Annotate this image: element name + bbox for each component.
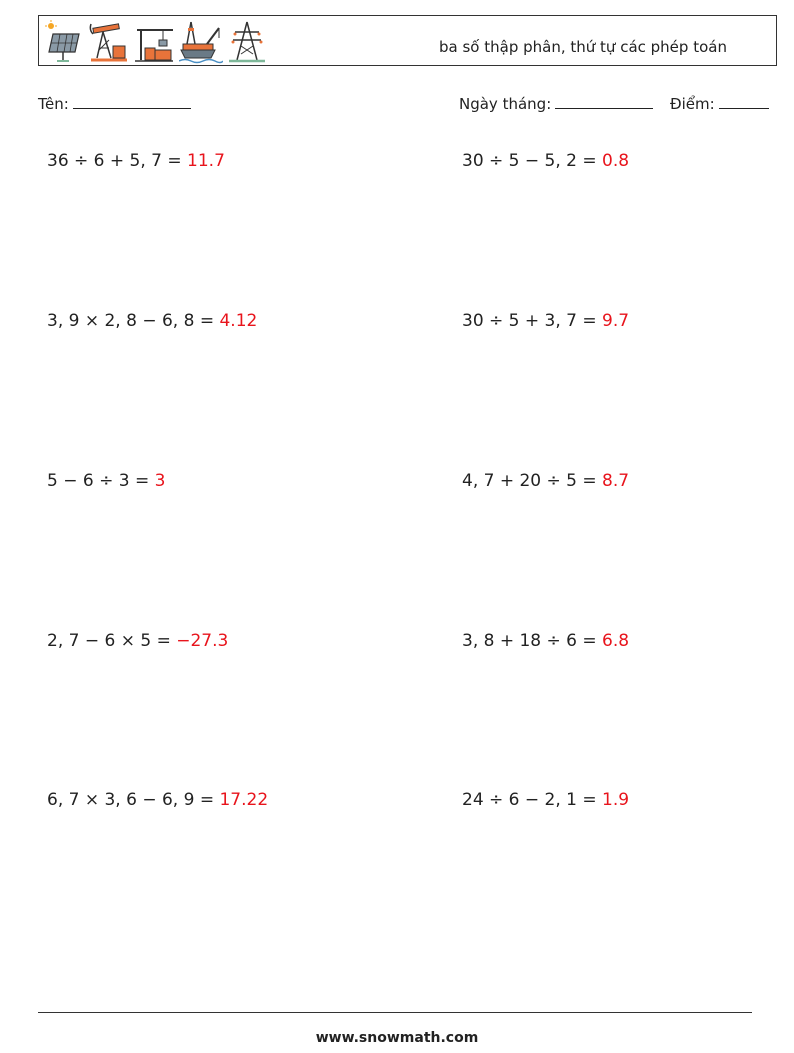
problem-answer: 4.12 [219,311,258,331]
footer-url[interactable]: www.snowmath.com [315,1030,479,1046]
header-box [38,15,777,66]
name-label: Tên: [38,95,69,113]
solar-panel-icon [45,20,85,64]
problem-expression: 2, 7 − 6 × 5 = [47,631,171,651]
problem-expression: 5 − 6 ÷ 3 = [47,471,150,491]
problem-answer: 17.22 [219,790,269,810]
problem-expression: 30 ÷ 5 − 5, 2 = [462,151,597,171]
problem-answer: 9.7 [602,311,630,331]
factory-crane-icon [133,20,175,64]
score-blank[interactable] [719,94,769,109]
problem-9 [47,790,268,810]
problem-expression: 36 ÷ 6 + 5, 7 = [47,151,182,171]
score-label: Điểm: [670,95,715,113]
problem-answer: 3 [154,471,166,491]
problem-1 [47,151,225,171]
date-label: Ngày tháng: [459,95,552,113]
name-field[interactable] [38,94,191,113]
problem-6 [462,471,629,491]
problem-8 [462,631,629,651]
oil-pump-icon [89,20,129,64]
problem-expression: 30 ÷ 5 + 3, 7 = [462,311,597,331]
power-tower-icon [227,20,267,64]
problem-7 [47,631,228,651]
problem-answer: 0.8 [602,151,630,171]
footer-divider [38,1012,752,1013]
worksheet-title: ba số thập phân, thứ tự các phép toán [439,38,727,56]
problem-10 [462,790,629,810]
problem-4 [462,311,629,331]
name-blank[interactable] [73,94,191,109]
problem-expression: 6, 7 × 3, 6 − 6, 9 = [47,790,215,810]
oil-rig-icon [179,20,223,64]
problem-answer: 8.7 [602,471,630,491]
header-icons [45,18,267,64]
problem-2 [462,151,629,171]
problem-expression: 3, 8 + 18 ÷ 6 = [462,631,597,651]
problem-answer: 11.7 [187,151,225,171]
score-field[interactable] [670,94,769,113]
problem-expression: 3, 9 × 2, 8 − 6, 8 = [47,311,215,331]
problem-answer: −27.3 [176,631,229,651]
problem-3 [47,311,257,331]
problem-answer: 6.8 [602,631,630,651]
problem-expression: 4, 7 + 20 ÷ 5 = [462,471,597,491]
problem-expression: 24 ÷ 6 − 2, 1 = [462,790,597,810]
date-field[interactable] [459,94,653,113]
problem-5 [47,471,165,491]
problem-answer: 1.9 [602,790,630,810]
date-blank[interactable] [555,94,653,109]
